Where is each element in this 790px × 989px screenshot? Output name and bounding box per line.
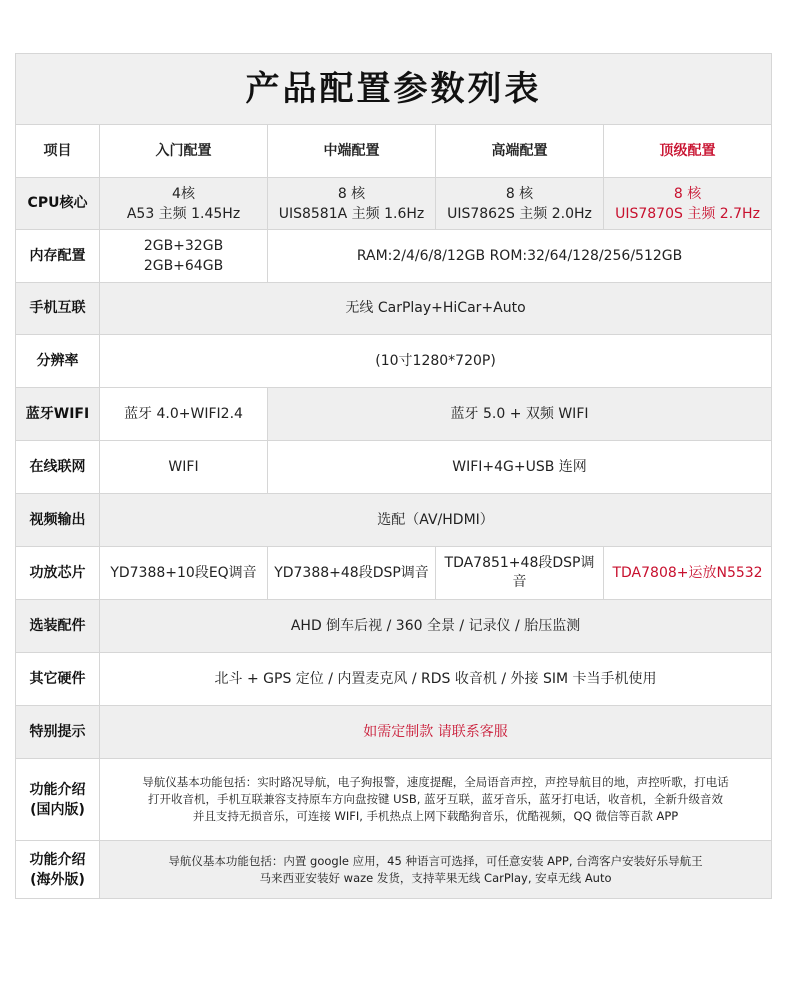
amp-top: TDA7808+运放N5532 xyxy=(604,547,772,600)
row-bt-wifi xyxy=(16,388,772,441)
func-overseas-label-line1: 功能介绍 xyxy=(29,851,86,868)
cpu-top-freq: UIS7870S 主频 2.7Hz xyxy=(615,205,760,222)
memory-entry-opt1: 2GB+32GB xyxy=(143,238,224,254)
memory-entry-opt2: 2GB+64GB xyxy=(143,258,224,274)
cpu-mid-cores: 8 核 xyxy=(337,185,366,202)
other-hw-label: 其它硬件 xyxy=(16,653,100,706)
row-cpu xyxy=(16,178,772,230)
video-out-value: 选配（AV/HDMI） xyxy=(100,494,772,547)
optional-label: 选装配件 xyxy=(16,600,100,653)
func-domestic-label-line2: (国内版) xyxy=(30,801,85,818)
amp-entry: YD7388+10段EQ调音 xyxy=(100,547,268,600)
row-video-out xyxy=(16,494,772,547)
header-high: 高端配置 xyxy=(436,125,604,178)
phone-link-label: 手机互联 xyxy=(16,283,100,335)
row-memory xyxy=(16,230,772,283)
other-hw-value: 北斗 + GPS 定位 / 内置麦克风 / RDS 收音机 / 外接 SIM 卡当手机使用 xyxy=(100,653,772,706)
spec-table xyxy=(15,53,772,899)
online-entry: WIFI xyxy=(100,441,268,494)
amp-high: TDA7851+48段DSP调音 xyxy=(436,547,604,600)
row-func-domestic xyxy=(16,759,772,841)
func-overseas-desc xyxy=(100,841,772,899)
func-overseas-line1: 导航仪基本功能包括：内置 google 应用，45 种语言可选择，可任意安装 APP, 台湾客户安装好乐导航王 xyxy=(168,853,703,868)
func-domestic-label xyxy=(16,759,100,841)
cpu-label: CPU核心 xyxy=(16,178,100,230)
notice-value: 如需定制款 请联系客服 xyxy=(100,706,772,759)
row-online xyxy=(16,441,772,494)
resolution-value: (10寸1280*720P) xyxy=(100,335,772,388)
cpu-entry xyxy=(100,178,268,230)
func-domestic-line3: 并且支持无损音乐，可连接 WIFI, 手机热点上网下载酷狗音乐，优酷视频，QQ 微信等百款 APP xyxy=(192,809,679,823)
optional-value: AHD 倒车后视 / 360 全景 / 记录仪 / 胎压监测 xyxy=(100,600,772,653)
row-func-overseas xyxy=(16,841,772,899)
phone-link-value: 无线 CarPlay+HiCar+Auto xyxy=(100,283,772,335)
row-phone-link xyxy=(16,283,772,335)
func-domestic-line1: 导航仪基本功能包括：实时路况导航，电子狗报警，速度提醒，全局语音声控，声控导航目的地，声控听歌，打电话 xyxy=(142,775,729,789)
memory-label: 内存配置 xyxy=(16,230,100,283)
bt-wifi-entry: 蓝牙 4.0+WIFI2.4 xyxy=(100,388,268,441)
header-row xyxy=(16,125,772,178)
header-top: 顶级配置 xyxy=(604,125,772,178)
cpu-mid xyxy=(268,178,436,230)
func-domestic-label-line1: 功能介绍 xyxy=(29,781,86,798)
cpu-high-cores: 8 核 xyxy=(505,185,534,202)
amp-mid: YD7388+48段DSP调音 xyxy=(268,547,436,600)
row-resolution xyxy=(16,335,772,388)
online-others: WIFI+4G+USB 连网 xyxy=(268,441,772,494)
online-label: 在线联网 xyxy=(16,441,100,494)
notice-label: 特别提示 xyxy=(16,706,100,759)
amp-label: 功放芯片 xyxy=(16,547,100,600)
title-row xyxy=(16,54,772,125)
row-notice xyxy=(16,706,772,759)
cpu-entry-freq: A53 主频 1.45Hz xyxy=(126,205,241,222)
func-domestic-line2: 打开收音机，手机互联兼容支持原车方向盘按键 USB, 蓝牙互联，蓝牙音乐，蓝牙打电话，收音机，全新升级音效 xyxy=(147,792,724,806)
cpu-top-cores: 8 核 xyxy=(673,185,702,202)
func-overseas-label xyxy=(16,841,100,899)
func-overseas-line2: 马来西亚安装好 waze 发货，支持苹果无线 CarPlay, 安卓无线 Auto xyxy=(259,870,612,885)
header-entry: 入门配置 xyxy=(100,125,268,178)
func-overseas-label-line2: (海外版) xyxy=(30,871,85,888)
header-item: 项目 xyxy=(16,125,100,178)
cpu-high xyxy=(436,178,604,230)
cpu-top xyxy=(604,178,772,230)
row-optional xyxy=(16,600,772,653)
resolution-label: 分辨率 xyxy=(16,335,100,388)
memory-entry xyxy=(100,230,268,283)
cpu-entry-cores: 4核 xyxy=(172,185,195,202)
memory-others: RAM:2/4/6/8/12GB ROM:32/64/128/256/512GB xyxy=(268,230,772,283)
bt-wifi-label: 蓝牙WIFI xyxy=(16,388,100,441)
row-amp xyxy=(16,547,772,600)
table-title: 产品配置参数列表 xyxy=(16,54,772,125)
video-out-label: 视频输出 xyxy=(16,494,100,547)
header-mid: 中端配置 xyxy=(268,125,436,178)
row-other-hw xyxy=(16,653,772,706)
cpu-high-freq: UIS7862S 主频 2.0Hz xyxy=(447,205,592,222)
cpu-mid-freq: UIS8581A 主频 1.6Hz xyxy=(278,205,425,222)
func-domestic-desc xyxy=(100,759,772,841)
bt-wifi-others: 蓝牙 5.0 + 双频 WIFI xyxy=(268,388,772,441)
